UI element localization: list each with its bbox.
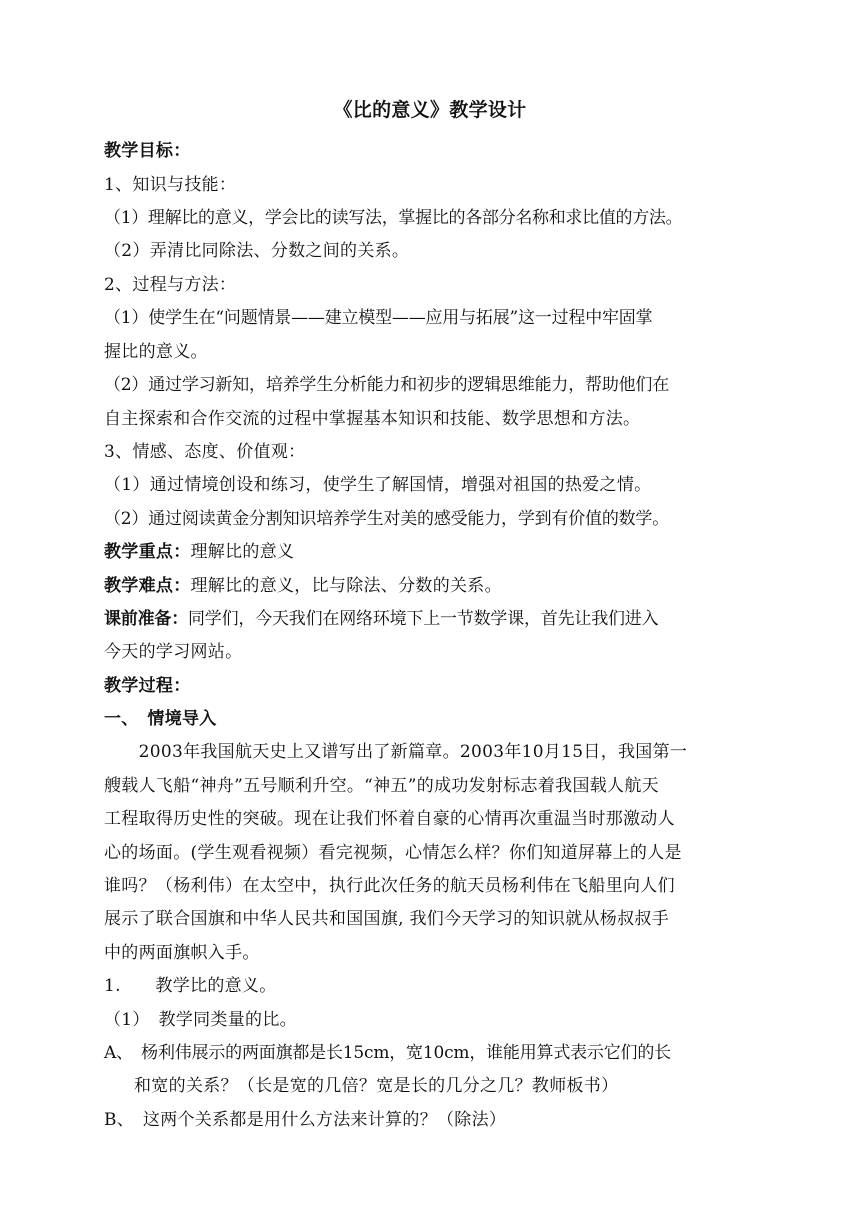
section-1-line-6: 展示了联合国旗和中华人民共和国国旗, 我们今天学习的知识就从杨叔叔手 [104,909,670,929]
section-1-line-1: 2003年我国航天史上又谱写出了新篇章。2003年10月15日，我国第一 [104,742,688,762]
section-1-line-3: 工程取得历史性的突破。现在让我们怀着自豪的心情再次重温当时那激动人 [104,809,675,829]
knowledge-item-2: （2）弄清比同除法、分数之间的关系。 [104,241,410,261]
knowledge-heading: 1、知识与技能： [104,175,237,195]
difficulty-label: 教学难点： [104,576,191,596]
emotion-item-2: （2）通过阅读黄金分割知识培养学生对美的感受能力，学到有价值的数学。 [104,509,670,529]
item-b: B、 这两个关系都是用什么方法来计算的？（除法） [104,1110,507,1130]
goals-heading: 教学目标： [104,141,191,161]
section-1-line-7: 中的两面旗帜入手。 [104,943,260,963]
process-method-heading: 2、过程与方法： [104,275,237,295]
process-item-2-line-2: 自主探索和合作交流的过程中掌握基本知识和技能、数学思想和方法。 [104,409,641,429]
process-item-1-line-2: 握比的意义。 [104,342,208,362]
process-item-2-line-1: （2）通过学习新知，培养学生分析能力和初步的逻辑思维能力，帮助他们在 [104,375,670,395]
key-point-label: 教学重点： [104,542,191,562]
teaching-process-heading: 教学过程： [104,676,191,696]
item-1: 1. 教学比的意义。 [104,976,277,996]
difficulty [104,574,776,598]
prep-text-line-2: 今天的学习网站。 [104,642,243,662]
emotion-heading: 3、情感、态度、价值观： [104,442,306,462]
prep-label: 课前准备： [104,609,188,629]
document-title: 《比的意义》教学设计 [333,99,527,121]
section-1-line-4: 心的场面。(学生观看视频）看完视频，心情怎么样？你们知道屏幕上的人是 [104,843,682,863]
prep [104,607,776,631]
prep-text-line-1: 同学们，今天我们在网络环境下上一节数学课，首先让我们进入 [188,609,659,629]
section-1-line-5: 谁吗？（杨利伟）在太空中，执行此次任务的航天员杨利伟在飞船里向人们 [104,876,675,896]
difficulty-text: 理解比的意义，比与除法、分数的关系。 [190,576,502,596]
section-1-heading: 一、 情境导入 [104,709,217,729]
key-point [104,540,776,564]
item-a-line-2: 和宽的关系？（长是宽的几倍？宽是长的几分之几？教师板书） [134,1076,619,1096]
emotion-item-1: （1）通过情境创设和练习，使学生了解国情，增强对祖国的热爱之情。 [104,475,652,495]
key-point-text: 理解比的意义 [190,542,295,562]
process-item-1-line-1: （1）使学生在“问题情景——建立模型——应用与拓展”这一过程中牢固掌 [104,308,653,328]
item-a-line-1: A、 杨利伟展示的两面旗都是长15cm，宽10cm，谁能用算式表示它们的长 [104,1043,671,1063]
item-1-1: （1） 教学同类量的比。 [104,1010,297,1030]
knowledge-item-1: （1）理解比的意义，学会比的读写法，掌握比的各部分名称和求比值的方法。 [104,208,683,228]
section-1-line-2: 艘载人飞船“神舟”五号顺利升空。“神五”的成功发射标志着我国载人航天 [104,776,659,796]
